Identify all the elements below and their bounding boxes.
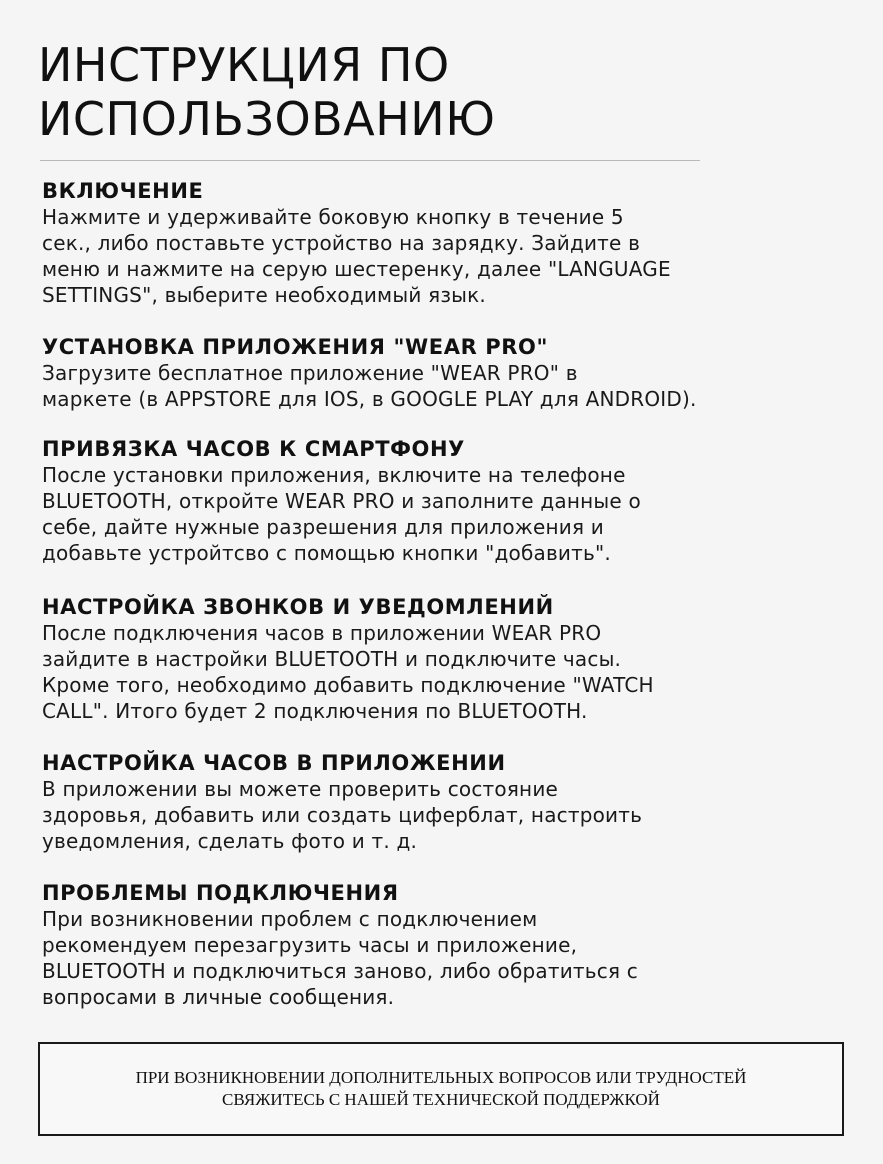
section-calls-notifications [42,594,822,724]
section-body [42,620,822,724]
section-line: CALL". Итого будет 2 подключения по BLUETOOTH. [42,699,588,723]
section-line: Загрузите бесплатное приложение "WEAR PRO" в [42,361,578,385]
section-heading: ПРИВЯЗКА ЧАСОВ К СМАРТФОНУ [42,437,465,461]
section-heading: НАСТРОЙКА ЧАСОВ В ПРИЛОЖЕНИИ [42,751,506,775]
section-line: уведомления, сделать фото и т. д. [42,829,418,853]
section-line: рекомендуем перезагрузить часы и приложение, [42,933,578,957]
section-line: маркете (в APPSTORE для IOS, в GOOGLE PLAY для ANDROID). [42,387,697,411]
support-notice-line-2: СВЯЖИТЕСЬ С НАШЕЙ ТЕХНИЧЕСКОЙ ПОДДЕРЖКОЙ [222,1090,660,1109]
section-line: BLUETOOTH, откройте WEAR PRO и заполните данные о [42,489,641,513]
page-title [38,38,738,146]
section-heading: ВКЛЮЧЕНИЕ [42,179,204,203]
title-divider [40,160,700,161]
section-line: BLUETOOTH и подключиться заново, либо обратиться с [42,959,638,983]
section-install-app [42,334,822,412]
section-line: Кроме того, необходимо добавить подключение "WATCH [42,673,654,697]
section-body [42,906,822,1010]
section-connection-problems [42,880,822,1010]
section-heading: ПРОБЛЕМЫ ПОДКЛЮЧЕНИЯ [42,881,399,905]
section-line: В приложении вы можете проверить состояние [42,777,559,801]
section-body [42,360,822,412]
section-line: После подключения часов в приложении WEAR PRO [42,621,602,645]
section-body [42,204,822,308]
section-power-on [42,178,822,308]
section-line: добавьте устройтсво с помощью кнопки "добавить". [42,541,611,565]
section-line: При возникновении проблем с подключением [42,907,538,931]
section-heading: УСТАНОВКА ПРИЛОЖЕНИЯ "WEAR PRO" [42,335,548,359]
section-line: себе, дайте нужные разрешения для приложения и [42,515,604,539]
section-line: После установки приложения, включите на телефоне [42,463,626,487]
page-title-line-1: ИНСТРУКЦИЯ ПО [38,38,450,92]
section-line: Нажмите и удерживайте боковую кнопку в течение 5 [42,205,624,229]
section-body [42,462,822,566]
section-line: меню и нажмите на серую шестеренку, далее "LANGUAGE [42,257,671,281]
section-line: SETTINGS", выберите необходимый язык. [42,283,486,307]
section-pair-phone [42,436,822,566]
section-line: зайдите в настройки BLUETOOTH и подключите часы. [42,647,622,671]
support-notice-box [38,1042,844,1136]
section-line: сек., либо поставьте устройство на зарядку. Зайдите в [42,231,641,255]
support-notice-line-1: ПРИ ВОЗНИКНОВЕНИИ ДОПОЛНИТЕЛЬНЫХ ВОПРОСОВ ИЛИ ТРУДНОСТЕЙ [135,1068,747,1087]
section-watch-settings [42,750,822,854]
section-heading: НАСТРОЙКА ЗВОНКОВ И УВЕДОМЛЕНИЙ [42,595,554,619]
section-line: вопросами в личные сообщения. [42,985,395,1009]
page-title-line-2: ИСПОЛЬЗОВАНИЮ [38,92,496,146]
section-line: здоровья, добавить или создать циферблат, настроить [42,803,643,827]
section-body [42,776,822,854]
